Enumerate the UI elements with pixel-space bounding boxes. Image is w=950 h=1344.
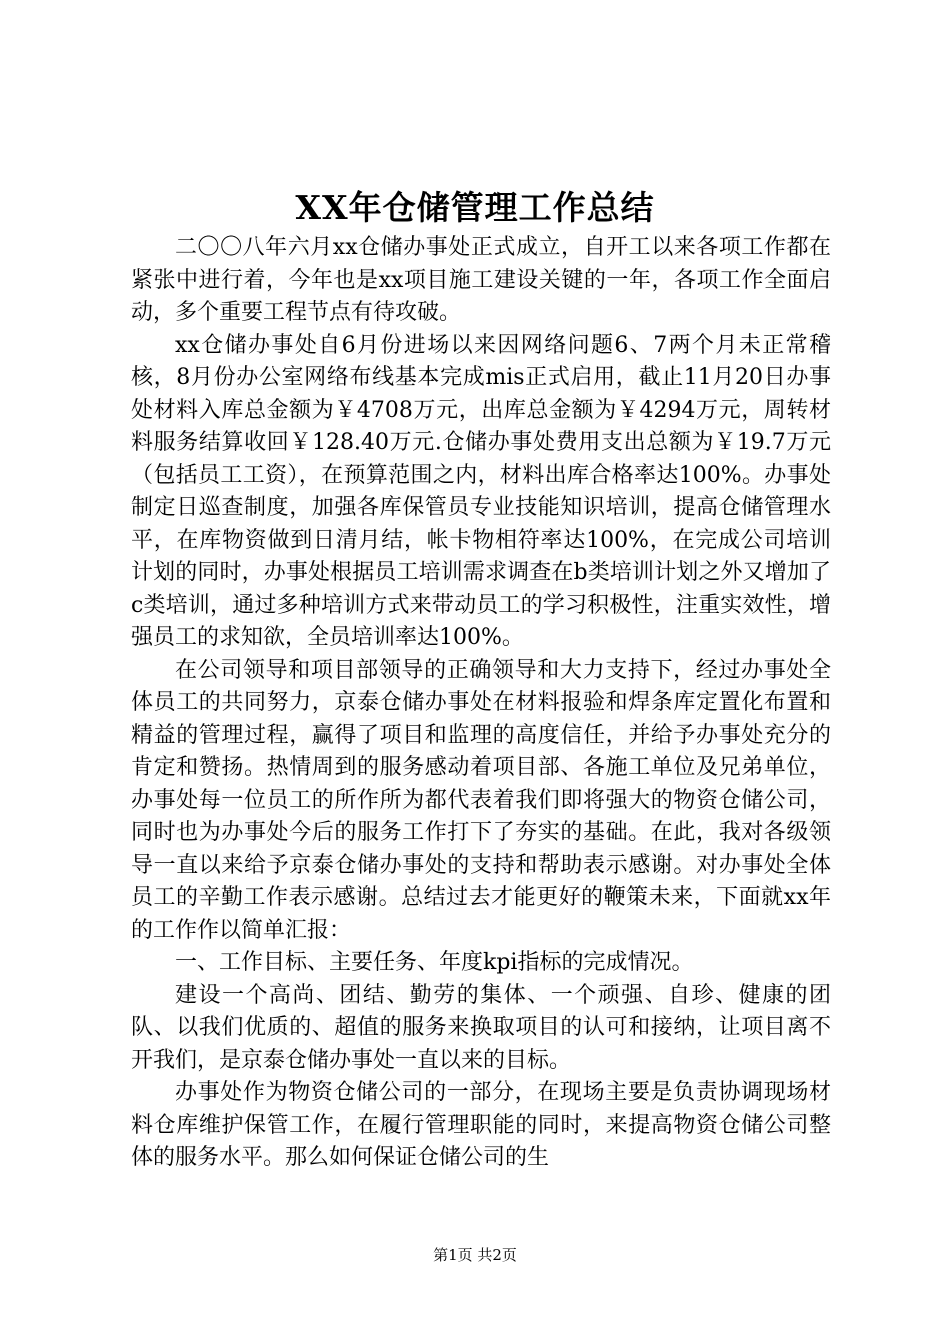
paragraph-4: 一、工作目标、主要任务、年度kpi指标的完成情况。 — [175, 950, 694, 975]
paragraph-2: xx仓储办事处自6月份进场以来因网络问题6、7两个月未正常稽核，8月份办公室网络布线基本完成mis正式启用，截止11月20日办事处材料入库总金额为￥4708万元，出库总金额为￥4294万元，周转材料服务结算收回￥128.40万元.仓储办事处费用支出总额为￥19.7万元（包括员工工资），在预算范围之内，材料出库合格率达100%。办事处制定日巡查制度，加强各库保管员专业技能知识培训，提高仓储管理水平，在库物资做到日清月结，帐卡物相符率达100%，在完成公司培训计划的同时，办事处根据员工培训需求调查在b类培训计划之外又增加了c类培训，通过多种培训方式来带动员工的学习积极性，注重实效性，增强员工的求知欲，全员培训率达100%。 — [131, 332, 831, 650]
paragraph-5: 建设一个高尚、团结、勤劳的集体、一个顽强、自珍、健康的团队、以我们优质的、超值的服务来换取项目的认可和接纳，让项目离不开我们，是京泰仓储办事处一直以来的目标。 — [131, 982, 831, 1073]
page-footer — [0, 1245, 950, 1265]
document-body — [131, 232, 831, 1175]
document-title: XX年仓储管理工作总结 — [295, 188, 655, 227]
page-number-indicator: 第1页 共2页 — [433, 1246, 517, 1264]
paragraph-3: 在公司领导和项目部领导的正确领导和大力支持下，经过办事处全体员工的共同努力，京泰仓储办事处在材料报验和焊条库定置化布置和精益的管理过程，赢得了项目和监理的高度信任，并给予办事处充分的肯定和赞扬。热情周到的服务感动着项目部、各施工单位及兄弟单位，办事处每一位员工的所作所为都代表着我们即将强大的物资仓储公司，同时也为办事处今后的服务工作打下了夯实的基础。在此，我对各级领导一直以来给予京泰仓储办事处的支持和帮助表示感谢。对办事处全体员工的辛勤工作表示感谢。总结过去才能更好的鞭策未来，下面就xx年的工作作以简单汇报： — [131, 657, 831, 943]
paragraph-1: 二〇〇八年六月xx仓储办事处正式成立，自开工以来各项工作都在紧张中进行着，今年也是xx项目施工建设关键的一年，各项工作全面启动，多个重要工程节点有待攻破。 — [131, 235, 831, 325]
paragraph-6: 办事处作为物资仓储公司的一部分，在现场主要是负责协调现场材料仓库维护保管工作，在履行管理职能的同时，来提高物资仓储公司整体的服务水平。那么如何保证仓储公司的生 — [131, 1080, 831, 1170]
